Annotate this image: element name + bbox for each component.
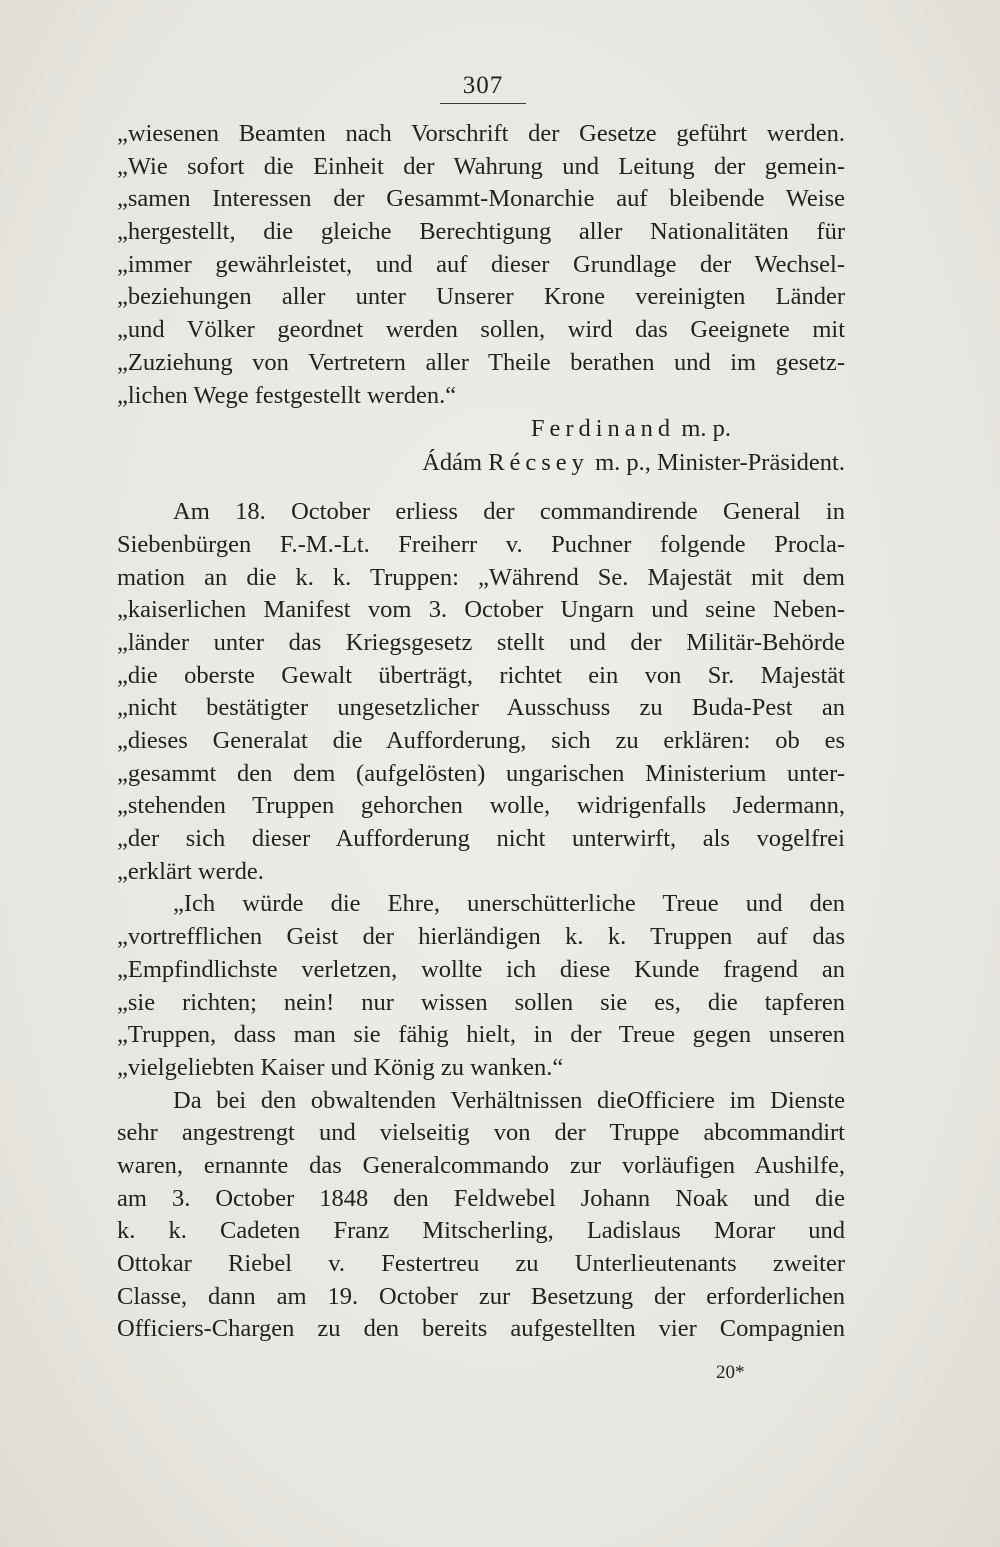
signature-recsey bbox=[117, 446, 845, 480]
text-line: Classe, dann am 19. October zur Besetzung der erforderlichen bbox=[117, 1282, 845, 1310]
text-line: Ottokar Riebel v. Festertreu zu Unterlieutenants zweiter bbox=[117, 1250, 845, 1277]
signature-suffix: m. p., Minister-Präsident. bbox=[588, 449, 845, 477]
text-line: „lichen Wege festgestellt werden.“ bbox=[117, 381, 457, 409]
text-line: „Truppen, dass man sie fähig hielt, in der Treue gegen unseren bbox=[117, 1021, 845, 1049]
text-line: „immer gewährleistet, und auf dieser Grundlage der Wechsel- bbox=[117, 250, 845, 278]
body-text bbox=[117, 118, 845, 1346]
text-line: „kaiserlichen Manifest vom 3. October Ungarn und seine Neben- bbox=[117, 596, 845, 624]
sheet-signature-mark: 20* bbox=[716, 1362, 745, 1383]
text-line: „nicht bestätigter ungesetzlicher Ausschuss zu Buda-Pest an bbox=[117, 694, 845, 722]
text-line: „Wie sofort die Einheit der Wahrung und Leitung der gemein- bbox=[117, 152, 845, 180]
text-line: „hergestellt, die gleiche Berechtigung aller Nationalitäten für bbox=[117, 218, 845, 246]
text-line: sehr angestrengt und vielseitig von der Truppe abcommandirt bbox=[117, 1119, 845, 1147]
text-line: am 3. October 1848 den Feldwebel Johann Noak und die bbox=[117, 1184, 845, 1212]
signature-ferdinand bbox=[117, 412, 845, 446]
text-line: „stehenden Truppen gehorchen wolle, widrigenfalls Jedermann, bbox=[117, 792, 845, 820]
signature-name: Récsey bbox=[488, 449, 589, 477]
text-line: „dieses Generalat die Aufforderung, sich zu erklären: ob es bbox=[117, 727, 845, 754]
text-line: „der sich dieser Aufforderung nicht unterwirft, als vogelfrei bbox=[117, 825, 845, 853]
text-line: „samen Interessen der Gesammt-Monarchie auf bleibende Weise bbox=[117, 185, 845, 213]
text-line: „vortrefflichen Geist der hierländigen k. k. Truppen auf das bbox=[117, 923, 845, 951]
text-line: Da bei den obwaltenden Verhältnissen dieOfficiere im Dienste bbox=[173, 1086, 845, 1114]
text-line: „länder unter das Kriegsgesetz stellt und der Militär-Behörde bbox=[117, 628, 845, 656]
officers-paragraph bbox=[117, 1085, 845, 1347]
text-line: Officiers-Chargen zu den bereits aufgestellten vier Compagnien bbox=[117, 1315, 845, 1343]
page-number: 307 bbox=[462, 72, 504, 99]
text-line: „Zuziehung von Vertretern aller Theile berathen und im gesetz- bbox=[117, 348, 845, 376]
text-line: „und Völker geordnet werden sollen, wird das Geeignete mit bbox=[117, 316, 845, 344]
signature-suffix: m. p. bbox=[675, 415, 731, 443]
text-line: „die oberste Gewalt überträgt, richtet ein von Sr. Majestät bbox=[117, 661, 845, 689]
paragraph-gap bbox=[117, 480, 845, 496]
text-line: „Ich würde die Ehre, unerschütterliche Treue und den bbox=[173, 890, 845, 918]
text-line: „beziehungen aller unter Unserer Krone vereinigten Länder bbox=[117, 283, 845, 311]
page-number-rule bbox=[440, 103, 526, 104]
text-line: „sie richten; nein! nur wissen sollen sie es, die tapferen bbox=[117, 988, 845, 1016]
text-line: „Empfindlichste verletzen, wollte ich diese Kunde fragend an bbox=[117, 955, 845, 983]
text-line: mation an die k. k. Truppen: „Während Se. Majestät mit dem bbox=[117, 563, 845, 591]
text-line: Am 18. October erliess der commandirende General in bbox=[173, 498, 845, 526]
quote-paragraph bbox=[117, 888, 845, 1084]
text-line: k. k. Cadeten Franz Mitscherling, Ladislaus Morar und bbox=[117, 1217, 845, 1245]
text-line: „vielgeliebten Kaiser und König zu wanken.“ bbox=[117, 1053, 564, 1081]
signature-prefix: Ádám bbox=[422, 449, 489, 477]
text-line: waren, ernannte das Generalcommando zur vorläufigen Aushilfe, bbox=[117, 1151, 845, 1179]
signature-name: Ferdinand bbox=[530, 415, 676, 443]
text-line: „erklärt werde. bbox=[117, 857, 264, 885]
text-line: Siebenbürgen F.-M.-Lt. Freiherr v. Puchner folgende Procla- bbox=[117, 530, 845, 558]
proclamation-paragraph bbox=[117, 496, 845, 888]
decree-paragraph bbox=[117, 118, 845, 412]
text-line: „gesammt den dem (aufgelösten) ungarischen Ministerium unter- bbox=[117, 759, 845, 787]
text-line: „wiesenen Beamten nach Vorschrift der Gesetze geführt werden. bbox=[117, 120, 845, 147]
